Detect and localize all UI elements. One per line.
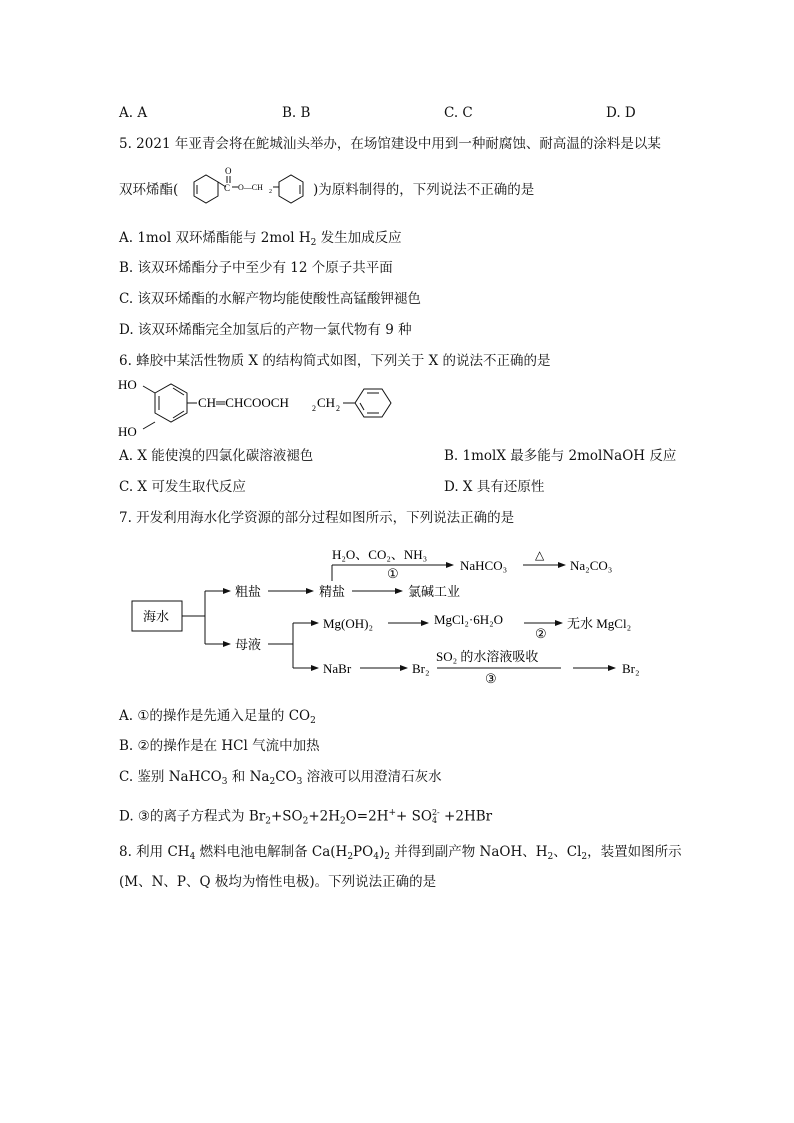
q6-stem: 6. 蜂胶中某活性物质 X 的结构简式如图，下列关于 X 的说法不正确的是 — [119, 353, 551, 369]
q5-ester-linker: O—CH — [238, 183, 263, 192]
flow-heat: △ — [535, 548, 545, 562]
flow-so2-absorb: SO₂ 的水溶液吸收 — [436, 649, 539, 664]
flow-mother-liquor: 母液 — [235, 637, 262, 652]
q5-option-b: B. 该双环烯酯分子中至少有 12 个原子共平面 — [119, 260, 393, 276]
flow-na2co3: Na₂CO₃ — [570, 558, 613, 573]
q8-stem-line1: 8. 利用 $CH_4$ 燃料电池电解制备 $Ca(H_2PO_4)_2$ 并得到副产物 NaOH、$H_2$、$Cl_2$，装置如图所示 — [119, 844, 682, 862]
flow-chlor-alkali: 氯碱工业 — [408, 584, 461, 599]
q7-option-a: A. ①的操作是先通入足量的 $CO_2$ — [119, 708, 316, 726]
flow-refined-salt: 精盐 — [319, 584, 346, 599]
flow-mgcl2-hydrate: MgCl₂·6H₂O — [434, 612, 504, 627]
q5-stem-line1: 5. 2021 年亚青会将在鮀城汕头举办，在场馆建设中用到一种耐腐蚀、耐高温的涂料是以某 — [119, 136, 661, 152]
flow-step3: ③ — [485, 671, 497, 686]
q4-option-c: C. C — [444, 105, 473, 121]
q5-option-c: C. 该双环烯酯的水解产物均能使酸性高锰酸钾褪色 — [119, 291, 421, 307]
q5-stem-suffix: )为原料制得的，下列说法不正确的是 — [313, 182, 535, 198]
q6-option-d: D. X 具有还原性 — [444, 479, 545, 495]
q6-option-c: C. X 可发生取代反应 — [119, 479, 246, 495]
q6-chain-tail: CH — [317, 395, 336, 410]
q4-option-a: A. A — [119, 105, 148, 121]
q7-stem: 7. 开发利用海水化学资源的部分过程如图所示，下列说法正确的是 — [119, 510, 515, 526]
flow-mgoh2: Mg(OH)₂ — [323, 616, 374, 631]
flow-reagents: H₂O、CO₂、NH₃ — [332, 547, 428, 562]
q5-stem-prefix: 双环烯酯( — [119, 182, 179, 198]
q6-option-a: A. X 能使溴的四氯化碳溶液褪色 — [119, 448, 314, 464]
flow-step1: ① — [387, 566, 399, 581]
flow-seawater: 海水 — [143, 609, 170, 624]
q7-option-b: B. ②的操作是在 HCl 气流中加热 — [119, 738, 320, 754]
q4-option-d: D. D — [606, 105, 636, 121]
q6-ho-bottom: HO — [118, 424, 137, 439]
flow-br2-intermediate: Br₂ — [412, 661, 430, 676]
q6-ho-top: HO — [118, 377, 137, 392]
flow-nahco3: NaHCO₃ — [460, 558, 508, 573]
q8-stem-line2: (M、N、P、Q 极均为惰性电极)。下列说法正确的是 — [119, 874, 437, 890]
flow-anhydrous-mgcl2: 无水 MgCl₂ — [567, 616, 632, 631]
flow-br2-product: Br₂ — [622, 661, 640, 676]
q5-ch2-sub: 2 — [269, 189, 272, 195]
q7-option-c: C. 鉴别 NaHCO$_3$ 和 $Na_2CO_3$ 溶液可以用澄清石灰水 — [119, 769, 442, 787]
q5-option-a: A. 1mol 双环烯酯能与 2mol $H_2$ 发生加成反应 — [119, 230, 402, 248]
q6-chain-sub-a: 2 — [312, 404, 316, 413]
q7-option-d: D. ③的离子方程式为 $Br_2+SO_2+2H_2O=2H^++$ SO 2- 4 +2HBr — [119, 808, 493, 827]
q4-option-b: B. B — [282, 105, 311, 121]
q6-chain-sub-b: 2 — [336, 404, 340, 413]
flow-nabr: NaBr — [323, 661, 352, 676]
q5-carbonyl-o: O — [225, 166, 232, 176]
q6-side-chain: CH═CHCOOCH — [198, 395, 289, 410]
flow-crude-salt: 粗盐 — [235, 584, 262, 599]
q7-seawater-flowchart — [125, 540, 670, 690]
q5-diester-structure — [180, 165, 315, 215]
q6-option-b: B. 1molX 最多能与 2molNaOH 反应 — [444, 448, 677, 464]
flow-step2: ② — [535, 626, 547, 641]
q6-compound-x-structure — [115, 372, 405, 442]
q5-carbonyl-c: C — [224, 183, 231, 193]
q5-option-d: D. 该双环烯酯完全加氢后的产物一氯代物有 9 种 — [119, 322, 412, 338]
